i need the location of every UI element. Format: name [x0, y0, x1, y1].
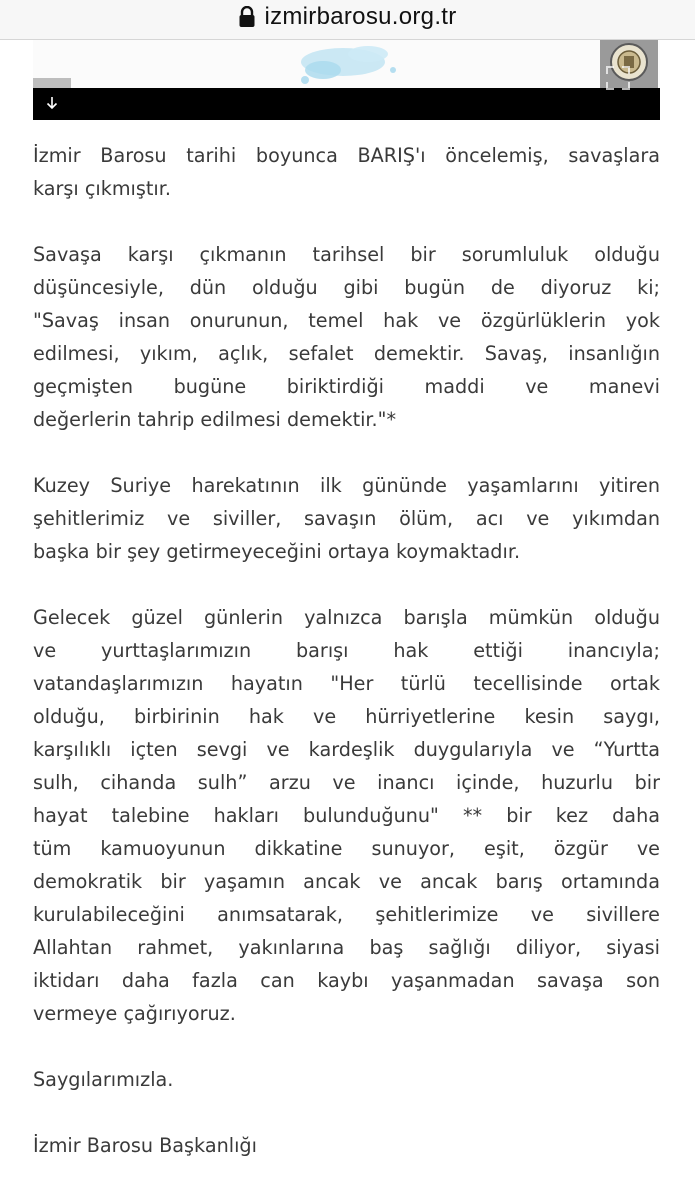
paragraph-line: karşı çıkmıştır.: [33, 177, 171, 200]
paragraph-line: tüm kamuoyunun dikkatine sunuyor, eşit, özgür ve: [33, 837, 660, 860]
paragraph-line: Kuzey Suriye harekatının ilk gününde yaşamlarını yitiren: [33, 474, 660, 497]
paragraph-line: vatandaşlarımızın hayatın "Her türlü tecellisinde ortak: [33, 672, 660, 695]
paragraph-line: Saygılarımızla.: [33, 1068, 174, 1091]
hero-image: [33, 40, 660, 120]
article-paragraph: [33, 469, 660, 568]
paragraph-line: İzmir Barosu Başkanlığı: [33, 1134, 257, 1157]
paragraph-line: şehitlerimiz ve siviller, savaşın ölüm, acı ve yıkımdan: [33, 507, 660, 530]
url-display[interactable]: [238, 3, 456, 31]
paragraph-line: sulh, cihanda sulh” arzu ve inancı içinde, huzurlu bir: [33, 771, 660, 794]
paragraph-line: hayat talebine hakları bulunduğunu" ** bir kez daha: [33, 804, 660, 827]
watercolor-splash-graphic: [283, 40, 423, 90]
paragraph-line: başka bir şey getirmeyeceğini ortaya koymaktadır.: [33, 540, 521, 563]
article-paragraph: [33, 238, 660, 436]
arrow-down-icon[interactable]: [43, 94, 61, 112]
article-paragraph: [33, 1129, 660, 1162]
browser-address-bar[interactable]: [0, 0, 695, 40]
statement-article: [33, 139, 660, 1195]
article-paragraph: [33, 601, 660, 1030]
url-text: izmirbarosu.org.tr: [264, 2, 457, 30]
article-paragraph: [33, 139, 660, 205]
paragraph-line: karşılıklı içten sevgi ve kardeşlik duygularıyla ve “Yurtta: [33, 738, 660, 761]
paragraph-line: Savaşa karşı çıkmanın tarihsel bir sorumluluk olduğu: [33, 243, 660, 266]
paragraph-line: Allahtan rahmet, yakınlarına baş sağlığı diliyor, siyasi: [33, 936, 660, 959]
paragraph-line: İzmir Barosu tarihi boyunca BARIŞ'ı öncelemiş, savaşlara: [33, 144, 660, 167]
paragraph-line: ve yurttaşlarımızın barışı hak ettiği inancıyla;: [33, 639, 660, 662]
paragraph-line: geçmişten bugüne biriktirdiği maddi ve manevi: [33, 375, 660, 398]
paragraph-line: vermeye çağırıyoruz.: [33, 1002, 236, 1025]
paragraph-line: edilmesi, yıkım, açlık, sefalet demektir. Savaş, insanlığın: [33, 342, 660, 365]
paragraph-line: "Savaş insan onurunun, temel hak ve özgürlüklerin yok: [33, 309, 660, 332]
article-paragraph: [33, 1063, 660, 1096]
paragraph-line: Gelecek güzel günlerin yalnızca barışla mümkün olduğu: [33, 606, 660, 629]
paragraph-line: değerlerin tahrip edilmesi demektir."*: [33, 408, 397, 431]
expand-icon[interactable]: [604, 64, 632, 92]
paragraph-line: düşüncesiyle, dün olduğu gibi bugün de diyoruz ki;: [33, 276, 660, 299]
paragraph-line: demokratik bir yaşamın ancak ve ancak barış ortamında: [33, 870, 660, 893]
lock-icon: [238, 6, 256, 28]
paragraph-line: olduğu, birbirinin hak ve hürriyetlerine kesin saygı,: [33, 705, 660, 728]
paragraph-line: iktidarı daha fazla can kaybı yaşanmadan savaşa son: [33, 969, 660, 992]
video-control-bar[interactable]: [33, 88, 660, 120]
paragraph-line: kurulabileceğini anımsatarak, şehitlerimize ve sivillere: [33, 903, 660, 926]
